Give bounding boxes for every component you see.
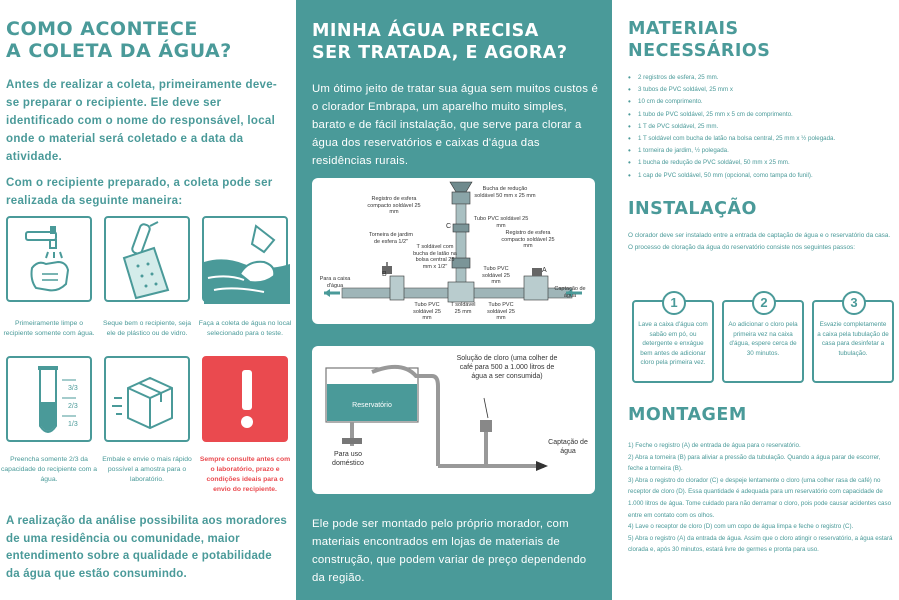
instalacao-intro: O clorador deve ser instalado entre a entrada de captação de água e o reservatório da casa. O processo de cloração da água do reservatório consiste nos seguintes passos: [628,231,891,252]
material-item: • 1 cap de PVC soldável, 50 mm (opcional, como tampa do funil). [628,170,891,182]
step-tile-6 [202,356,288,442]
tratamento-title-line2: SER TRATADA, E AGORA? [312,43,568,63]
tratamento-intro: Um ótimo jeito de tratar sua água sem muitos custos é o clorador Embrapa, um aparelho muito simples, barato e de fácil instalação, que serve para clorar a água dos reservatórios e caixas d'água das residências rurais. [312,83,598,167]
label-torneira: Torneira de jardim de esfera 1/2" [368,232,414,245]
step-tile-1 [6,216,92,302]
label-tubo-cima: Tubo PVC soldável 25 mm [473,216,529,229]
tratamento-title [312,20,598,64]
montagem-step: 5) Abra o registro (A) da entrada de água. Assim que o cloro atingir o reservatório, a água estará clorada e, após 30 minutos, estará livre de germes e pronta para uso. [628,534,893,554]
sponge-icon [106,218,192,304]
tratamento-conclusion: Ele pode ser montado pelo próprio morador, com materiais encontrados em lojas de materiais de construção, que podem variar de preço dependendo da região. [312,518,587,584]
material-item: • 3 tubos de PVC soldável, 25 mm x [628,84,891,96]
material-item: • 1 tubo de PVC soldável, 25 mm x 5 cm de comprimento. [628,109,891,121]
montagem-step: 2) Abra a torneira (B) para aliviar a pressão da tubulação. Quando a água parar de escorrer, feche a torneira (B). [628,453,881,473]
instalacao-step-3 [812,295,894,383]
step-caption-4: Preencha somente 2/3 da capacidade do recipiente com a água. [1,456,97,483]
label-registro-dir: Registro de esfera compacto soldável 25 mm [501,230,555,249]
instalacao-step-2 [722,295,804,383]
label-solucao: Solução de cloro (uma colher de café para 500 a 1.000 litros de água a ser consumida) [456,355,558,380]
material-item: • 2 registros de esfera, 25 mm. [628,72,891,84]
step-caption-6: Sempre consulte antes com o laboratório, prazo e condições ideais para o envio do recipiente. [199,456,291,493]
montagem-step: 1) Feche o registro (A) de entrada de água para o reservatório. [628,442,801,449]
step-number-1: 1 [662,291,686,315]
label-tubo-baixo: Tubo PVC soldável 25 mm [413,302,441,321]
step-text-2: Ao adicionar o cloro pela primeira vez na caixa d'água, espere cerca de 30 minutos. [728,321,798,357]
material-item: • 1 bucha de redução de PVC soldável, 50 mm x 25 mm. [628,157,891,169]
coleta-title-line2: A COLETA DA ÁGUA? [6,40,232,62]
material-item: • 1 T soldável com bucha de latão na bolsa central, 25 mm x ½ polegada. [628,133,891,145]
instalacao-step-1 [632,295,714,383]
materiais-title [628,18,891,62]
step-caption-1: Primeiramente limpe o recipiente somente com água. [3,320,95,337]
materials-list [628,72,891,182]
label-a: A [542,267,547,274]
step-number-3: 3 [842,291,866,315]
hand-washing-icon [8,218,94,304]
montagem-step: 3) Abra o registro do clorador (C) e despeje lentamente o cloro (uma colher rasa de café) no receptor de cloro (D). Essa quantidade é adequada para um reservatório com capacidade de 1.000 litros de água. Tome cuidado para não derramar o cloro, pois pode causar acidentes caso entre em contato com os olhos. [628,476,892,519]
montagem-steps [628,440,896,556]
coleta-intro: Antes de realizar a coleta, primeiramente deve-se preparar o recipiente. Ele deve ser identificado com o nome do responsável, local onde o material será coletado e a data da atividade. [6,79,278,163]
step-tile-4 [6,356,92,442]
label-b: B [382,271,387,278]
step-tile-3 [202,216,288,302]
tratamento-title-line1: MINHA ÁGUA PRECISA [312,21,539,41]
tube-mark-3: 3/3 [68,385,78,392]
label-tubo-baixo-2: Tubo PVC soldável 25 mm [487,302,515,321]
box-icon [106,358,192,444]
step-number-2: 2 [752,291,776,315]
coleta-instructions: Com o recipiente preparado, a coleta pode ser realizada da seguinte maneira: [6,177,273,207]
label-para-caixa: Para a caixa d'água [319,276,351,289]
coleta-conclusion: A realização da análise possibilita aos moradores de uma residência ou comunidade, maior entendimento sobre a qualidade e potabilidade da água que estão consumindo. [6,515,288,580]
tube-mark-1: 1/3 [68,421,78,428]
montagem-step: 4) Lave o receptor de cloro (D) com um copo de água limpa e feche o registro (C). [628,523,854,531]
step-text-3: Esvazie completamente a caixa pela tubulação de casa para desinfetar a tubulação. [817,321,889,357]
reservatorio-diagram [312,346,595,494]
label-captacao-2: Captação de água [548,439,588,455]
materiais-title-line2: NECESSÁRIOS [628,41,771,61]
step-text-1: Lave a caixa d'água com sabão em pó, ou detergente e enxágue bem antes de adicionar cloro pela primeira vez. [638,321,708,366]
montagem-title: MONTAGEM [628,405,747,425]
test-tube-icon [8,358,94,444]
instalacao-title: INSTALAÇÃO [628,198,757,219]
material-item: • 10 cm de comprimento. [628,96,891,108]
label-para-uso: Para uso doméstico [332,451,364,467]
label-t-soldavel: T soldável 25 mm [450,302,476,315]
tube-mark-2: 2/3 [68,403,78,410]
label-t-bucha: T soldável com bucha de latão na bolsa central 25 mm x 1/2" [413,244,457,270]
label-bucha-topo: Bucha de redução soldável 50 mm x 25 mm [474,186,536,199]
tratamento-column [296,0,612,600]
label-registro-cima: Registro de esfera compacto soldável 25 mm [367,196,421,215]
hand-in-water-icon [204,218,290,304]
label-captacao-1: Captação de água [554,286,586,299]
label-c: C [446,223,452,230]
step-caption-2: Seque bem o recipiente, seja ele de plástico ou de vidro. [102,320,192,337]
material-item: • 1 torneira de jardim, ½ polegada. [628,145,891,157]
step-caption-3: Faça a coleta de água no local selecionado para o teste. [198,320,292,337]
exclamation-icon [204,358,290,444]
label-tubo-meio: Tubo PVC soldável 25 mm [482,266,510,285]
step-tile-2 [104,216,190,302]
materiais-title-line1: MATERIAIS [628,19,739,39]
coleta-title [6,18,286,62]
step-tile-5 [104,356,190,442]
clorador-diagram [312,178,595,324]
step-caption-5: Embale e envie o mais rápido possível a amostra para o laboratório. [102,456,192,483]
coleta-title-line1: COMO ACONTECE [6,18,198,40]
material-item: • 1 T de PVC soldável, 25 mm. [628,121,891,133]
label-reservatorio: Reservatório [352,402,392,409]
